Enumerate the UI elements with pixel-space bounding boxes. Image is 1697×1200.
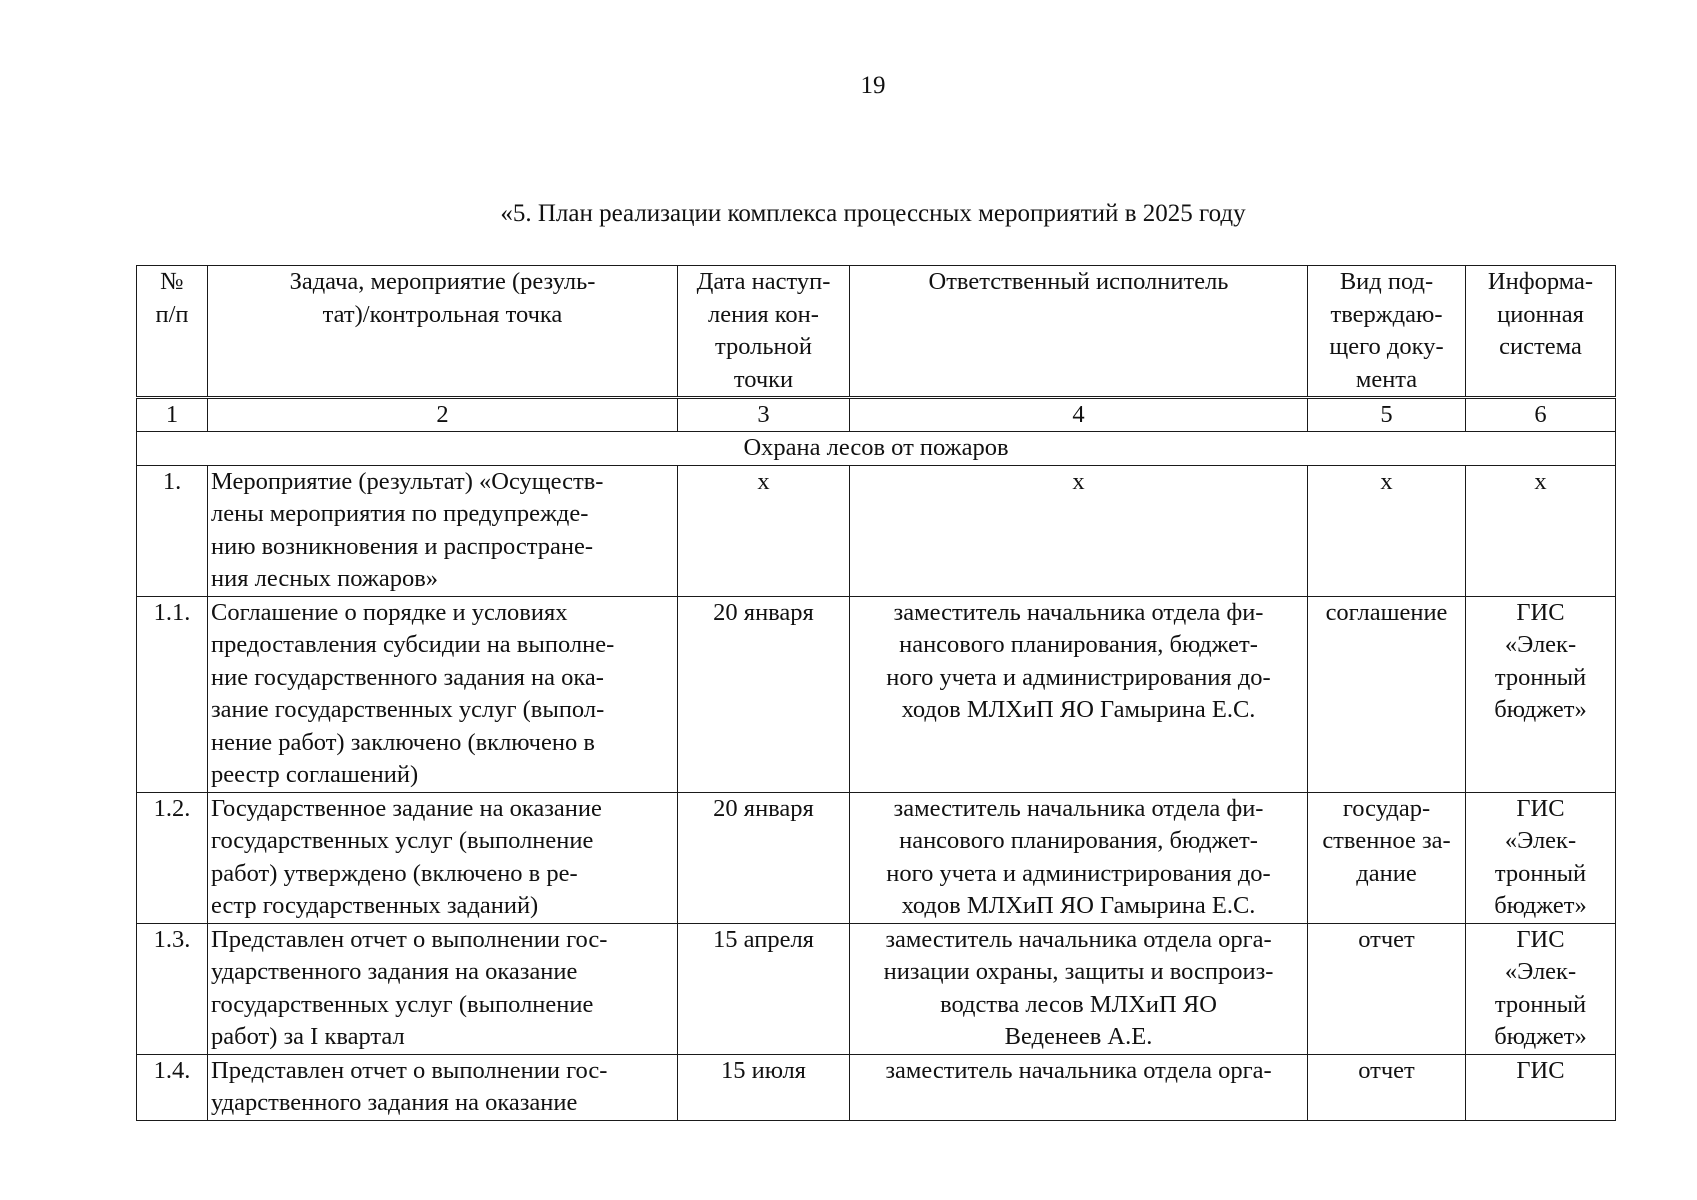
page-number: 19 <box>860 72 886 99</box>
row-task: Представлен отчет о выполнении гос- ударственного задания на оказание <box>208 1054 678 1120</box>
row-executor: заместитель начальника отдела фи- нансового планирования, бюджет- ного учета и администрирования до- ходов МЛХиП ЯО Гамырина Е.С. <box>850 792 1308 923</box>
column-number: 2 <box>208 398 678 432</box>
row-document: отчет <box>1308 923 1466 1054</box>
row-date: 20 января <box>678 792 850 923</box>
header-cell-executor: Ответственный исполнитель <box>850 266 1308 398</box>
column-number: 4 <box>850 398 1308 432</box>
header-cell-date: Дата наступ- ления кон- трольной точки <box>678 266 850 398</box>
row-number: 1. <box>137 465 208 596</box>
table-header-row <box>137 266 1616 398</box>
row-date: 15 июля <box>678 1054 850 1120</box>
section-title: Охрана лесов от пожаров <box>137 432 1616 466</box>
row-executor: x <box>850 465 1308 596</box>
row-system: ГИС «Элек- тронный бюджет» <box>1466 596 1616 792</box>
row-executor: заместитель начальника отдела орга- низации охраны, защиты и воспроиз- водства лесов МЛХиП ЯО Веденеев А.Е. <box>850 923 1308 1054</box>
column-numbers-row <box>137 398 1616 432</box>
plan-table <box>136 265 1616 1121</box>
table-row <box>137 596 1616 792</box>
column-number: 6 <box>1466 398 1616 432</box>
column-number: 1 <box>137 398 208 432</box>
row-task: Мероприятие (результат) «Осуществ- лены мероприятия по предупрежде- нию возникновения и распростране- ния лесных пожаров» <box>208 465 678 596</box>
row-system: ГИС «Элек- тронный бюджет» <box>1466 923 1616 1054</box>
row-date: 15 апреля <box>678 923 850 1054</box>
row-number: 1.4. <box>137 1054 208 1120</box>
row-system: ГИС «Элек- тронный бюджет» <box>1466 792 1616 923</box>
column-number: 3 <box>678 398 850 432</box>
row-document: отчет <box>1308 1054 1466 1120</box>
row-document: соглашение <box>1308 596 1466 792</box>
row-task: Представлен отчет о выполнении гос- ударственного задания на оказание государственных услуг (выполнение работ) за I квартал <box>208 923 678 1054</box>
section-row <box>137 432 1616 466</box>
row-task: Соглашение о порядке и условиях предоставления субсидии на выполне- ние государственного задания на ока- зание государственных услуг (выпол- нение работ) заключено (включено в реестр соглашений) <box>208 596 678 792</box>
document-title: «5. План реализации комплекса процессных мероприятий в 2025 году <box>500 200 1246 227</box>
row-system: x <box>1466 465 1616 596</box>
table-row <box>137 1054 1616 1120</box>
row-task: Государственное задание на оказание государственных услуг (выполнение работ) утверждено (включено в ре- естр государственных заданий) <box>208 792 678 923</box>
row-document: государ- ственное за- дание <box>1308 792 1466 923</box>
header-cell-document: Вид под- тверждаю- щего доку- мента <box>1308 266 1466 398</box>
row-number: 1.2. <box>137 792 208 923</box>
row-executor: заместитель начальника отдела фи- нансового планирования, бюджет- ного учета и администрирования до- ходов МЛХиП ЯО Гамырина Е.С. <box>850 596 1308 792</box>
table-row <box>137 792 1616 923</box>
header-cell-system: Информа- ционная система <box>1466 266 1616 398</box>
header-cell-number: № п/п <box>137 266 208 398</box>
row-number: 1.3. <box>137 923 208 1054</box>
table-row <box>137 923 1616 1054</box>
row-date: x <box>678 465 850 596</box>
row-system: ГИС <box>1466 1054 1616 1120</box>
header-cell-task: Задача, мероприятие (резуль- тат)/контрольная точка <box>208 266 678 398</box>
row-document: x <box>1308 465 1466 596</box>
table-row <box>137 465 1616 596</box>
row-date: 20 января <box>678 596 850 792</box>
column-number: 5 <box>1308 398 1466 432</box>
row-number: 1.1. <box>137 596 208 792</box>
row-executor: заместитель начальника отдела орга- <box>850 1054 1308 1120</box>
